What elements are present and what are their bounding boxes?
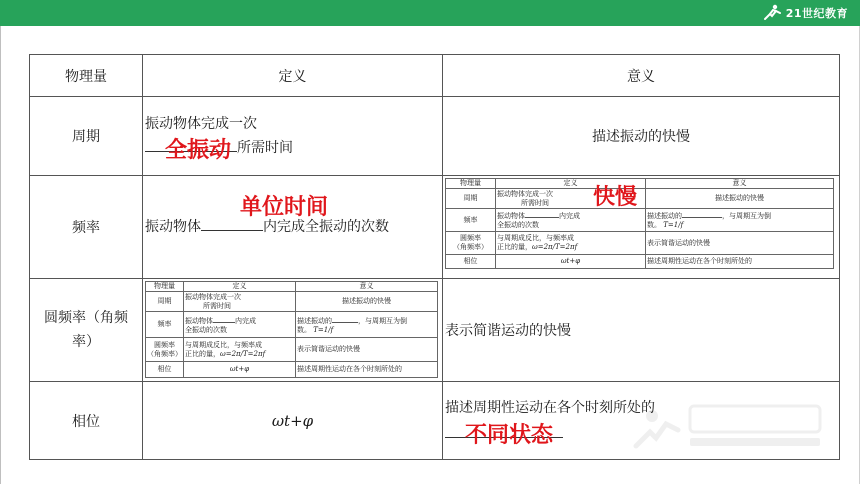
- mini-period-meaning: 描述振动的快慢: [646, 189, 834, 209]
- period-answer: 全振动: [165, 138, 232, 163]
- mini2-period-def-2: 所需时间: [203, 301, 231, 310]
- mini2-frequency-def-1: 振动物体: [185, 316, 213, 325]
- mini-frequency-blank: [525, 210, 559, 218]
- phase-meaning-line1: 描述周期性运动在各个时刻所处的: [445, 399, 655, 416]
- mini2-frequency-def-2: 内完成: [235, 316, 256, 325]
- mini2-angular-def-2: 正比的量，: [185, 349, 220, 358]
- frequency-meaning-answer: 快慢: [593, 185, 638, 210]
- mini2-frequency-formula: T=1/f: [313, 325, 334, 334]
- phase-meaning: [443, 382, 840, 460]
- mini-frequency-meaning: [646, 209, 834, 232]
- header-definition: 定义: [143, 55, 443, 97]
- frequency-definition: [143, 176, 443, 279]
- phase-definition: [143, 382, 443, 460]
- mini2-period-meaning: 描述振动的快慢: [296, 292, 438, 312]
- row-phase: [30, 382, 840, 460]
- mini2-period-name: 周期: [146, 292, 184, 312]
- mini-angular-name-1: 圆频率: [460, 234, 481, 242]
- mini-angular-def: [496, 232, 646, 255]
- mini2-angular-def: [184, 338, 296, 362]
- mini2-angular-name: [146, 338, 184, 362]
- mini2-angular-name-2: （角频率）: [147, 349, 182, 358]
- mini-frequency-def-3: 全振动的次数: [497, 221, 539, 229]
- mini2-angular-def-1: 与周期成反比，与频率成: [185, 340, 262, 349]
- mini2-frequency-meaning-3: 数。: [297, 325, 311, 334]
- mini-phase-formula: ωt+φ: [496, 255, 646, 269]
- mini-table-frequency: [445, 178, 834, 269]
- mini-angular-meaning: 表示简谐运动的快慢: [646, 232, 834, 255]
- phase-name: 相位: [30, 382, 143, 460]
- mini2-frequency-name: 频率: [146, 312, 184, 338]
- phase-answer: 不同状态: [465, 423, 554, 448]
- mini-period-def-1: 振动物体完成一次: [497, 189, 553, 198]
- mini2-angular-meaning: 表示简谐运动的快慢: [296, 338, 438, 362]
- mini-frequency-def-1: 振动物体: [497, 212, 525, 220]
- header-meaning: 意义: [443, 55, 840, 97]
- angular-meaning: 表示简谐运动的快慢: [443, 279, 840, 382]
- mini2-frequency-def-3: 全振动的次数: [185, 325, 227, 334]
- frequency-def-after: 内完成全振动的次数: [263, 219, 389, 235]
- row-period: [30, 97, 840, 176]
- mini2-frequency-def: [184, 312, 296, 338]
- angular-name: 圆频率（角频率）: [30, 279, 143, 382]
- period-definition: [143, 97, 443, 176]
- physics-table: [29, 54, 840, 460]
- mini-angular-formula: ω=2π/T=2πf: [532, 243, 578, 251]
- mini2-phase-formula: ωt+φ: [184, 362, 296, 378]
- mini2-phase-name: 相位: [146, 362, 184, 378]
- mini-angular-def-2: 正比的量，: [497, 243, 532, 251]
- mini2-angular-name-1: 圆频率: [154, 340, 175, 349]
- period-meaning: 描述振动的快慢: [443, 97, 840, 176]
- frequency-meaning-cell: [443, 176, 840, 279]
- mini-frequency-meaning-blank: [682, 210, 722, 218]
- mini-phase-name: 相位: [446, 255, 496, 269]
- mini2-frequency-blank: [213, 315, 235, 323]
- mini2-header-meaning: 意义: [296, 282, 438, 292]
- mini2-phase-meaning: 描述周期性运动在各个时刻所处的: [296, 362, 438, 378]
- mini-frequency-name: 频率: [446, 209, 496, 232]
- mini-period-def-2: 所需时间: [521, 198, 549, 207]
- mini-table-angular: [145, 281, 438, 378]
- frequency-def-before: 振动物体: [145, 219, 201, 235]
- mini-angular-name: [446, 232, 496, 255]
- header-quantity: 物理量: [30, 55, 143, 97]
- mini2-frequency-meaning-2: ，与周期互为倒: [358, 316, 407, 325]
- left-divider: [0, 26, 1, 484]
- mini2-frequency-meaning-blank: [332, 315, 358, 323]
- mini2-period-def: [184, 292, 296, 312]
- mini-angular-name-2: （角频率）: [453, 243, 488, 251]
- frequency-answer: 单位时间: [240, 195, 329, 220]
- period-name: 周期: [30, 97, 143, 176]
- period-def-tail: 所需时间: [237, 140, 293, 156]
- row-frequency: [30, 176, 840, 279]
- mini2-header-definition: 定义: [184, 282, 296, 292]
- brand-logo: [762, 2, 848, 24]
- mini-angular-def-1: 与周期成反比，与频率成: [497, 234, 574, 242]
- mini-header-quantity: 物理量: [446, 179, 496, 189]
- mini2-header-quantity: 物理量: [146, 282, 184, 292]
- phase-formula: ωt+φ: [271, 411, 314, 430]
- mini-frequency-meaning-1: 描述振动的: [647, 212, 682, 220]
- angular-definition-cell: [143, 279, 443, 382]
- mini-frequency-meaning-3: 数。: [647, 221, 661, 229]
- mini-frequency-def: [496, 209, 646, 232]
- mini-header-meaning: 意义: [646, 179, 834, 189]
- mini2-angular-formula: ω=2π/T=2πf: [220, 349, 266, 358]
- runner-icon: [762, 4, 782, 22]
- mini-frequency-def-2: 内完成: [559, 212, 580, 220]
- mini-phase-meaning: 描述周期性运动在各个时刻所处的: [646, 255, 834, 269]
- header-row: [30, 55, 840, 97]
- logo-text: 21世纪教育: [785, 7, 848, 20]
- mini2-frequency-meaning-1: 描述振动的: [297, 316, 332, 325]
- row-angular: [30, 279, 840, 382]
- mini-period-name: 周期: [446, 189, 496, 209]
- mini2-frequency-meaning: [296, 312, 438, 338]
- mini-frequency-formula: T=1/f: [663, 221, 684, 229]
- period-def-line1: 振动物体完成一次: [145, 116, 257, 132]
- mini2-period-def-1: 振动物体完成一次: [185, 292, 241, 301]
- frequency-name: 频率: [30, 176, 143, 279]
- mini-frequency-meaning-2: ，与周期互为倒: [722, 212, 771, 220]
- mini-header-definition: 定义: [496, 179, 646, 189]
- top-banner: [0, 0, 860, 26]
